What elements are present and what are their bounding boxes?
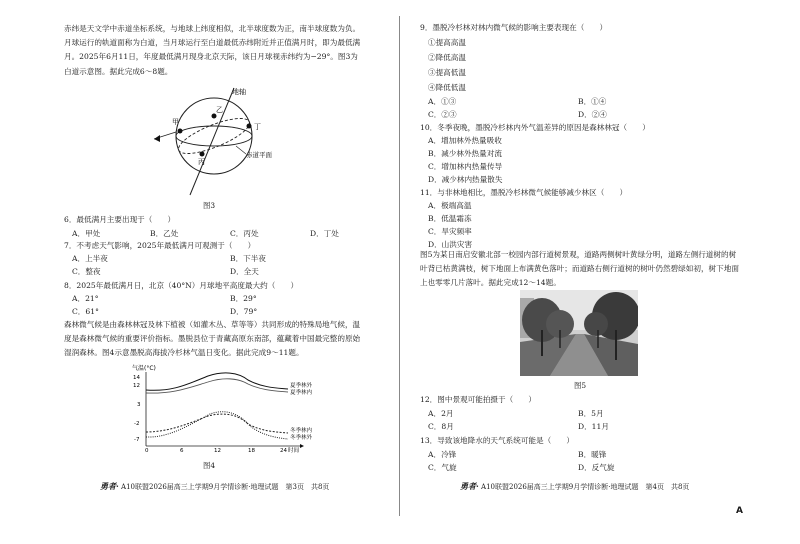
q13-option-d: D．反气旋 xyxy=(578,463,615,472)
label-axis: 地轴 xyxy=(232,88,246,96)
ytick-neg2: -2 xyxy=(134,421,140,427)
label-ding: 丁 xyxy=(254,123,261,131)
q9-item-3: ③提高低温 xyxy=(428,68,466,77)
footer-left xyxy=(100,481,329,492)
legend-winter-outside: 冬季林外 xyxy=(290,435,313,441)
q9-option-c: C．②③ xyxy=(428,110,457,119)
q9-item-4: ④降低低温 xyxy=(428,83,466,92)
q10-option-a: A．增加林外热量吸收 xyxy=(428,136,502,145)
q13-option-c: C．气旋 xyxy=(428,463,457,472)
label-equator-plane: 赤道平面 xyxy=(246,151,272,159)
fig4-xlabel: 时间 xyxy=(288,448,300,454)
figure-4-chart xyxy=(128,362,318,454)
figure-4-caption: 图4 xyxy=(203,461,216,470)
xtick-12: 12 xyxy=(214,448,221,454)
q11-stem: 11．与非林地相比，墨脱冷杉林微气候能够减少林区（ ） xyxy=(420,188,628,197)
winter-outside-line xyxy=(146,412,288,439)
q10-stem: 10．冬季夜晚，墨脱冷杉林内外气温差异的原因是森林林冠（ ） xyxy=(420,123,650,132)
q12-stem: 12．图中景观可能拍摄于（ ） xyxy=(420,395,536,404)
legend-summer-outside: 夏季林外 xyxy=(290,383,313,389)
q6-option-a: A．甲处 xyxy=(72,229,101,238)
footer-text-right: A10联盟2026届高三上学期9月学情诊断·地理试题 第4页 共8页 xyxy=(481,483,690,491)
q8-option-d: D．79° xyxy=(230,307,258,316)
label-jia: 甲 xyxy=(172,118,179,126)
page-divider xyxy=(399,16,400,516)
fig4-ylabel: 气温(°C) xyxy=(132,365,156,372)
q10-option-b: B．减少林外热量对流 xyxy=(428,149,502,158)
ytick-neg7: -7 xyxy=(134,437,140,443)
q9-option-a: A．①③ xyxy=(428,97,457,106)
xtick-0: 0 xyxy=(145,448,149,454)
q9-item-2: ②降低高温 xyxy=(428,53,466,62)
intro-paragraph-2: 森林微气候是由森林林冠及林下植被（如灌木丛、草等等）共同形成的特殊局地气候，温度是森林微气候的重要评价指标。墨脱县位于青藏高原东南部，蕴藏着中国最完整的原始湿润森林。图4示意墨脱高海拔冷杉林气温日变化。据此完成9～11题。 xyxy=(64,320,361,358)
q12-option-a: A．2月 xyxy=(428,409,454,418)
q11-option-d: D．山洪灾害 xyxy=(428,240,473,249)
paper-version-label: A xyxy=(736,506,743,516)
q7-option-a: A．上半夜 xyxy=(72,254,108,263)
left-page xyxy=(0,0,398,544)
xtick-24: 24 xyxy=(280,448,287,454)
ytick-3: 3 xyxy=(137,402,141,408)
point-ding xyxy=(247,124,252,129)
q12-option-d: D．11月 xyxy=(578,422,609,431)
q9-option-d: D．②④ xyxy=(578,110,607,119)
intro-paragraph-3: 图5为某日南启安徽北部一校园内部行道树景观，道路两侧树叶黄绿分明，道路左侧行道树的树叶背已枯黄满枝，树下地面上布满黄色落叶；而道路右侧行道树的树叶仍然碧绿如初，树下地面上也零零几片落叶。据此完成12～14题。 xyxy=(420,250,739,288)
q9-option-b: B．①④ xyxy=(578,97,607,106)
q12-option-c: C．8月 xyxy=(428,422,454,431)
q7-option-b: B．下半夜 xyxy=(230,254,266,263)
summer-inside-line xyxy=(146,379,288,393)
intro-paragraph-1: 赤纬是天文学中赤道坐标系统，与地球上纬度相似，北半球度数为正，南半球度数为负。月球运行的轨道面称为白道，当月球运行至白道最低赤纬附近并正值满月时，即为最低满月。2025年6月11日，年度最低满月现身北京天际，该日月球视赤纬约为−29°。图3为白道示意图。据此完成6～8题。 xyxy=(64,24,361,76)
figure-5-caption: 图5 xyxy=(574,381,587,390)
q7-option-d: D．全天 xyxy=(230,267,259,276)
figure-5-photo xyxy=(520,290,638,376)
legend-winter-inside: 冬季林内 xyxy=(290,428,313,434)
q10-option-c: C．增加林内热量传导 xyxy=(428,162,503,171)
footer-text-left: A10联盟2026届高三上学期9月学情诊断·地理试题 第3页 共8页 xyxy=(121,483,330,491)
figure-3-diagram xyxy=(150,84,290,199)
q6-option-b: B．乙处 xyxy=(150,229,179,238)
q11-option-a: A．极端高温 xyxy=(428,201,472,210)
q13-stem: 13．导致该地降水的天气系统可能是（ ） xyxy=(420,436,574,445)
point-jia xyxy=(178,129,183,134)
q11-option-b: B．低温霜冻 xyxy=(428,214,472,223)
footer-right xyxy=(460,481,689,492)
q9-stem: 9．墨脱冷杉林对林内微气候的影响主要表现在（ ） xyxy=(420,23,608,32)
right-page xyxy=(402,0,800,544)
q8-option-a: A．21° xyxy=(72,294,99,303)
footer-brand-left: 勇者· xyxy=(100,481,119,491)
point-yi xyxy=(212,114,217,119)
legend-summer-inside: 夏季林内 xyxy=(290,390,313,396)
ytick-14: 14 xyxy=(133,375,140,381)
label-bing: 丙 xyxy=(198,158,205,166)
q11-option-c: C．旱灾频率 xyxy=(428,227,472,236)
q13-option-b: B．暖锋 xyxy=(578,450,607,459)
q9-item-1: ①提高高温 xyxy=(428,38,466,47)
figure-3-caption: 图3 xyxy=(203,201,216,210)
q6-option-c: C．丙处 xyxy=(230,229,259,238)
xtick-18: 18 xyxy=(248,448,255,454)
point-bing xyxy=(200,152,205,157)
q8-option-c: C．61° xyxy=(72,307,99,316)
q6-stem: 6．最低满月主要出现于（ ） xyxy=(64,215,176,224)
q8-option-b: B．29° xyxy=(230,294,257,303)
xtick-6: 6 xyxy=(180,448,184,454)
ytick-12: 12 xyxy=(133,383,140,389)
summer-outside-line xyxy=(146,373,288,390)
label-yi: 乙 xyxy=(216,106,223,114)
q13-option-a: A．冷锋 xyxy=(428,450,457,459)
q6-option-d: D．丁处 xyxy=(310,229,339,238)
q7-stem: 7．不考虑天气影响，2025年最低满月可观测于（ ） xyxy=(64,241,256,250)
q7-option-c: C．整夜 xyxy=(72,267,101,276)
q12-option-b: B．5月 xyxy=(578,409,604,418)
q8-stem: 8．2025年最低满月日，北京（40°N）月球地平高度最大约（ ） xyxy=(64,281,299,290)
q10-option-d: D．减少林内热量散失 xyxy=(428,175,503,184)
footer-brand-right: 勇者· xyxy=(460,481,479,491)
earth-axis xyxy=(190,88,234,195)
winter-inside-line xyxy=(146,414,288,433)
